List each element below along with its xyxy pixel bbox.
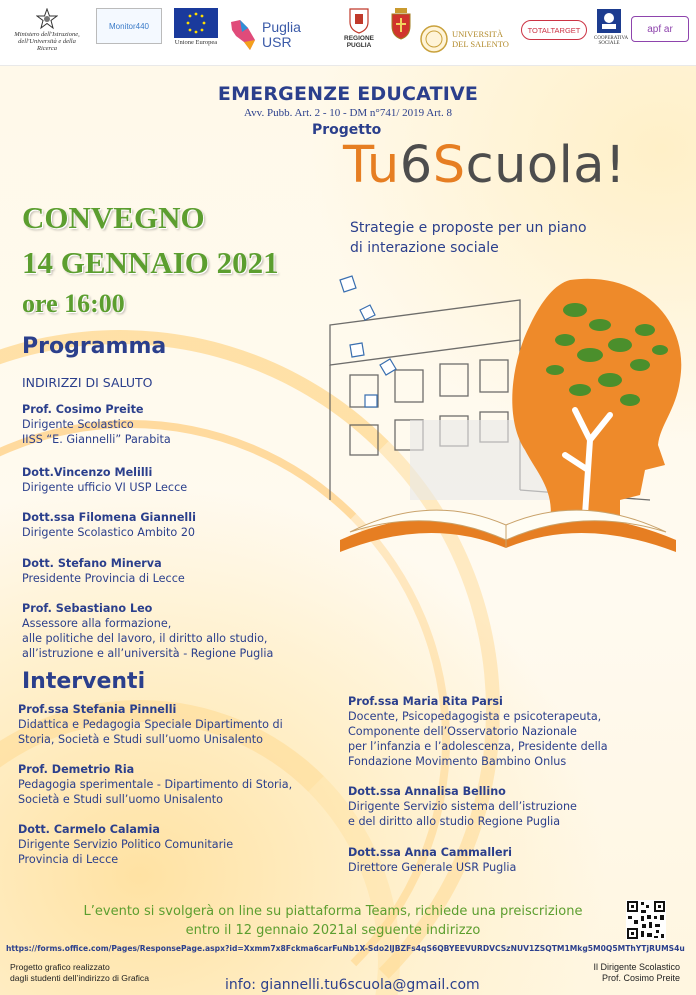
speaker-item: Prof.ssa Maria Rita Parsi Docente, Psicopedagogista e psicoterapeuta, Componente dell’Osservatorio Nazionale per l’infanzia e l’adolescenza, Presidente della Fondazione Movimento Bambino Onlus	[348, 695, 608, 768]
speaker-item: Prof. Sebastiano Leo Assessore alla formazione, alle politiche del lavoro, il diritto allo studio, all’istruzione e all’università - Regione Puglia	[22, 602, 274, 660]
interventi-heading: Interventi	[22, 669, 146, 694]
unisalento-logo: UNIVERSITÀ DEL SALENTO	[420, 16, 516, 62]
regione-puglia-logo: REGIONE PUGLIA	[336, 8, 382, 54]
provincia-lecce-logo	[388, 8, 414, 54]
qr-code-icon[interactable]	[626, 900, 666, 940]
speaker-item: Dott. Carmelo Calamia Dirigente Servizio Politico Comunitarie Provincia di Lecce	[18, 823, 234, 866]
event-title: EMERGENZE EDUCATIVE	[217, 83, 479, 105]
emblem-icon	[36, 8, 58, 30]
registration-link[interactable]: https://forms.office.com/Pages/ResponsePage.aspx?id=Xxmm7x8Fckma6carFuNb1X-Sdo2lJBZFs4qS6QBYEEVURDVCSzNUV1ZSQTM1Mkg5M0Q5MThYTjRUMS4u	[6, 944, 685, 953]
indirizzi-heading: INDIRIZZI DI SALUTO	[22, 375, 153, 390]
logo-bar	[0, 0, 696, 66]
totaltarget-logo: TOTALTARGET	[520, 20, 588, 66]
event-date: 14 GENNAIO 2021	[22, 245, 279, 280]
project-tagline: Strategie e proposte per un piano di interazione sociale	[350, 220, 587, 256]
eu-flag-icon	[174, 8, 218, 38]
eu-logo: Unione Europea	[172, 8, 220, 54]
shield-icon	[390, 8, 412, 40]
speaker-item: Dott.ssa Anna Cammalleri Direttore Generale USR Puglia	[348, 846, 517, 874]
speaker-item: Dott.Vincenzo Melilli Dirigente ufficio VI USP Lecce	[22, 466, 188, 494]
book-and-head-illustration	[320, 270, 696, 570]
contact-email[interactable]: info: giannelli.tu6scuola@gmail.com	[225, 977, 480, 993]
speaker-item: Dott.ssa Filomena Giannelli Dirigente Scolastico Ambito 20	[22, 511, 196, 539]
speaker-item: Prof. Cosimo Preite Dirigente Scolastico IISS “E. Giannelli” Parabita	[22, 403, 171, 446]
cooperativa-logo: COOPERATIVA SOCIALE	[594, 8, 624, 54]
programma-heading: Programma	[22, 334, 167, 359]
graphic-credit: Progetto grafico realizzato dagli studenti dell’indirizzo di Grafica	[10, 962, 150, 983]
speaker-item: Dott.ssa Annalisa Bellino Dirigente Servizio sistema dell’istruzione e del diritto allo studio Regione Puglia	[348, 785, 577, 828]
registration-notice: L’evento si svolgerà on line su piattaforma Teams, richiede una preiscrizione entro il 12 gennaio 2021al seguente indirizzo	[83, 904, 583, 938]
speaker-item: Dott. Stefano Minerva Presidente Provincia di Lecce	[22, 557, 185, 585]
apf-logo: apf ar	[630, 16, 690, 62]
puglia-usr-logo: Puglia USR	[228, 12, 328, 58]
puglia-map-icon	[228, 18, 258, 52]
signature-block: Il Dirigente Scolastico Prof. Cosimo Preite	[593, 962, 680, 983]
speaker-item: Prof.ssa Stefania Pinnelli Didattica e Pedagogia Speciale Dipartimento di Storia, Società e Studi sull’uomo Unisalento	[18, 703, 283, 746]
convegno-heading: CONVEGNO	[22, 200, 205, 235]
event-subtitle: Avv. Pubb. Art. 2 - 10 - DM n°741/ 2019 Art. 8	[244, 107, 452, 119]
seal-icon	[420, 25, 448, 53]
progetto-label: Progetto	[312, 122, 382, 138]
ministero-logo: Ministero dell'Istruzione, dell'Università e della Ricerca	[8, 8, 86, 54]
speaker-item: Prof. Demetrio Ria Pedagogia sperimentale - Dipartimento di Storia, Società e Studi sull’uomo Unisalento	[18, 763, 293, 806]
cooperative-icon	[596, 8, 622, 34]
coat-of-arms-icon	[349, 8, 369, 34]
monitor440-logo: Monitor440	[96, 8, 162, 54]
project-brand: Tu6Scuola!	[343, 136, 626, 195]
event-time: ore 16:00	[22, 289, 125, 318]
